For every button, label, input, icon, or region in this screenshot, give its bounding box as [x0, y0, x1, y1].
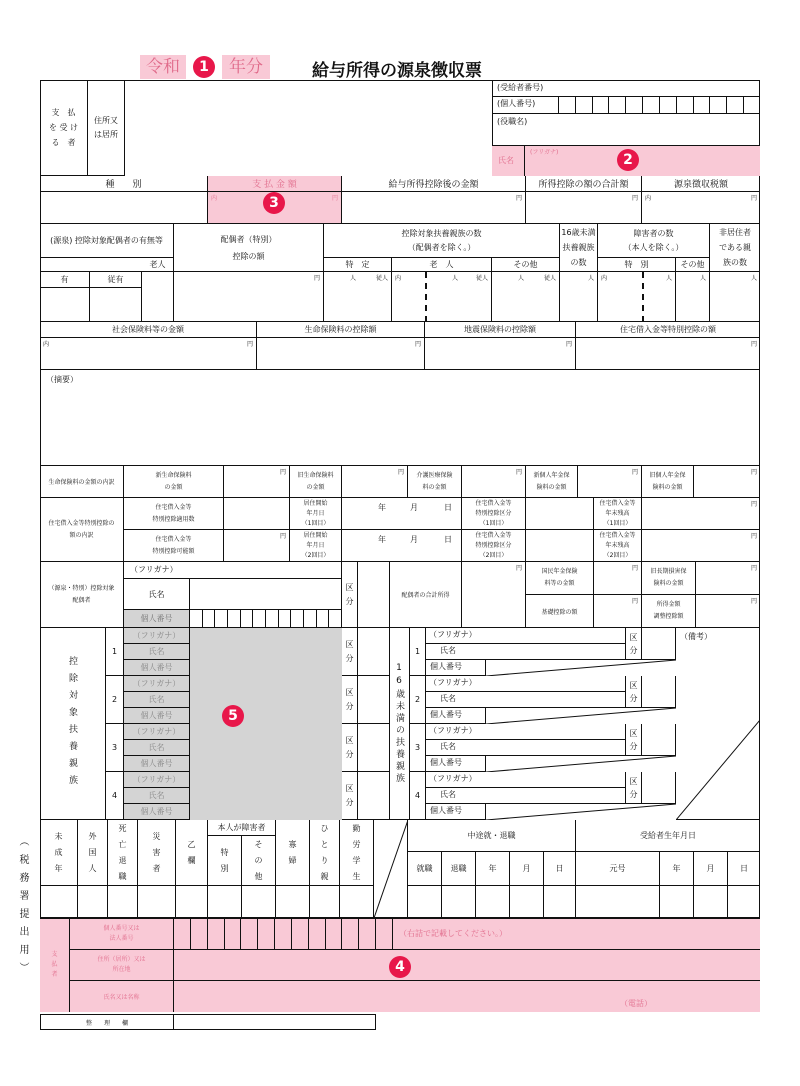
bottom-sub-leave-label: 退職 [442, 852, 476, 886]
bottom-otsu-value[interactable] [176, 886, 208, 918]
quake-value[interactable]: 円 [425, 338, 576, 370]
spouse-name-label: 氏名 [124, 578, 190, 610]
yes-value[interactable] [40, 288, 90, 322]
start1-value[interactable]: 年 月 日 [342, 498, 462, 530]
subordinate-value[interactable] [90, 288, 142, 322]
u16-kubun: 区 分 [626, 772, 642, 804]
dep-furigana-label: （フリガナ） [124, 772, 190, 788]
bottom-single-label: ひ と り 親 [310, 820, 340, 886]
side-label: （税務署提出用） [17, 836, 28, 980]
individual-no: (個人番号) [497, 99, 536, 108]
dep-kubun-value[interactable] [358, 628, 390, 676]
possible-label: 住宅借入金等 特別控除可能額 [124, 530, 224, 562]
class2-label: 住宅借入金等 特別控除区分 （2回目） [462, 530, 526, 562]
u16-furigana: （フリガナ） [426, 724, 626, 740]
seiri-value[interactable] [174, 1014, 376, 1030]
dep-kubun: 区 分 [342, 628, 358, 676]
bottom-sub-d-label: 日 [544, 852, 576, 886]
total-deduction-value[interactable]: 円 [526, 192, 642, 224]
disabled-other-header: その他 [676, 258, 710, 272]
u16-slash [486, 708, 676, 724]
u16-indno: 個人番号 [426, 756, 486, 772]
old-life-label: 旧生命保険料 の金額 [290, 466, 342, 498]
dep-kubun-value[interactable] [358, 676, 390, 724]
u16-num: 3 [410, 724, 426, 772]
u16-kubun-value[interactable] [642, 628, 676, 660]
payer-phone: （電話） [620, 999, 652, 1008]
bottom-sub-y-value[interactable] [476, 886, 510, 918]
yes-header [40, 258, 142, 272]
specific-header: 特 定 [324, 258, 392, 272]
badge-2: 2 [617, 149, 639, 171]
u16-slash [486, 660, 676, 676]
bottom-sp-value[interactable] [208, 886, 242, 918]
u16-slash [486, 756, 676, 772]
bottom-sp-label: 特 別 [208, 836, 242, 886]
under16-value[interactable]: 人 [560, 272, 598, 322]
disabled-other-value[interactable]: 人 [676, 272, 710, 322]
adj-label: 所得金額 調整控除額 [642, 595, 696, 628]
furigana: (フリガナ) [530, 149, 559, 156]
bottom-student-label: 勤 労 学 生 [340, 820, 374, 886]
u16-name: 氏名 [426, 692, 626, 708]
old-life-value[interactable]: 円 [342, 466, 408, 498]
u16-kubun-value[interactable] [642, 724, 676, 756]
dep-kubun: 区 分 [342, 724, 358, 772]
dep-ind_no-label: 個人番号 [124, 660, 190, 676]
dep-ind_no-label: 個人番号 [124, 756, 190, 772]
rule [492, 113, 760, 114]
bottom-otsu-label: 乙 欄 [176, 820, 208, 886]
payer-id-boxes[interactable] [174, 918, 392, 950]
remarks-label: （備考） [680, 632, 712, 641]
bottom-sub-m-value[interactable] [510, 886, 544, 918]
type-value[interactable] [40, 192, 208, 224]
u16-num: 4 [410, 772, 426, 820]
basic-label: 基礎控除の額 [526, 595, 594, 628]
u16-kubun: 区 分 [626, 724, 642, 756]
payer-id-label: 個人番号又は 法人番号 [70, 918, 174, 950]
dep-furigana-label: （フリガナ） [124, 628, 190, 644]
elder-header: 老 人 [392, 258, 492, 272]
bottom-sub-join-label: 就職 [408, 852, 442, 886]
under16-header: 16歳未満 扶養親族 の数 [560, 224, 598, 272]
spouse-kubun-value[interactable] [358, 562, 390, 628]
payer-id-note: （右詰で記載してください。） [392, 918, 760, 950]
spouse-label: （源泉・特別）控除対象 配偶者 [40, 562, 124, 628]
specific-value[interactable]: 人 従人 [324, 272, 392, 322]
bal2-value[interactable]: 円 [642, 530, 760, 562]
page-title: 給与所得の源泉徴収票 [312, 61, 482, 81]
individual-no-boxes [558, 96, 760, 113]
bal1-label: 住宅借入金等 年末残高 （1回目） [594, 498, 642, 530]
bottom-minor-value[interactable] [40, 886, 78, 918]
u16-num: 1 [410, 628, 426, 676]
bottom-death-value[interactable] [108, 886, 138, 918]
bottom-sub-m-label: 月 [694, 852, 728, 886]
total-deduction-header: 所得控除の額の合計額 [526, 176, 642, 192]
payee-label: 支 払 を 受 け る 者 [40, 80, 88, 176]
life-value[interactable]: 円 [257, 338, 425, 370]
social-value[interactable]: 内 円 [40, 338, 257, 370]
spouse-indno-label: 個人番号 [124, 610, 190, 628]
address-label: 住所又 は居所 [88, 80, 125, 176]
basic-value[interactable]: 円 [594, 595, 642, 628]
dep-kubun: 区 分 [342, 772, 358, 820]
recipient-no: (受給者番号) [497, 83, 544, 92]
dep-num: 3 [106, 724, 124, 772]
new-life-label: 新生命保険料 の金額 [124, 466, 224, 498]
nonres-header: 非居住者 である親 族の数 [710, 224, 760, 272]
spouse-indno-boxes[interactable] [190, 610, 342, 628]
bottom-widow-value[interactable] [276, 886, 310, 918]
dep-num: 2 [106, 676, 124, 724]
elderly-value[interactable] [142, 272, 174, 322]
spouse-name-value[interactable] [190, 578, 342, 610]
bottom-sub-d-value[interactable] [544, 886, 576, 918]
badge-3: 3 [263, 192, 285, 214]
old-long-label: 旧長期損害保 険料の金額 [642, 562, 696, 595]
old-long-value[interactable]: 円 [696, 562, 760, 595]
national-pension-value[interactable]: 円 [594, 562, 642, 595]
bottom-sub-y-value[interactable] [660, 886, 694, 918]
u16-furigana: （フリガナ） [426, 628, 626, 644]
summary-box[interactable] [40, 370, 760, 466]
dependents-header: 控除対象扶養親族の数 （配偶者を除く。） [324, 224, 560, 258]
tax-value[interactable]: 内 円 [642, 192, 760, 224]
bottom-oth-value[interactable] [242, 886, 276, 918]
start2-value[interactable]: 年 月 日 [342, 530, 462, 562]
bottom-oth-label: そ の 他 [242, 836, 276, 886]
new-pension-label: 新個人年金保 険料の金額 [526, 466, 578, 498]
special-header: 特 別 [598, 258, 676, 272]
after-deduction-value[interactable]: 円 [342, 192, 526, 224]
old-pension-label: 旧個人年金保 険料の金額 [642, 466, 694, 498]
dep-name-label: 氏名 [124, 644, 190, 660]
bottom-minor-label: 未 成 年 [40, 820, 78, 886]
bottom-sub-y-label: 年 [660, 852, 694, 886]
birth-label: 受給者生年月日 [576, 820, 760, 852]
life-detail-label: 生命保険料の金額の内訳 [40, 466, 124, 498]
dep-ind_no-label: 個人番号 [124, 708, 190, 724]
nonres-value[interactable]: 人 [710, 272, 760, 322]
bottom-student-value[interactable] [340, 886, 374, 918]
other-header: その他 [492, 258, 560, 272]
disabled-header: 障害者の数 （本人を除く。） [598, 224, 710, 258]
apply-count-value[interactable] [224, 498, 290, 530]
tax-header: 源泉徴収税額 [642, 176, 760, 192]
u16-indno: 個人番号 [426, 660, 486, 676]
class2-value[interactable] [526, 530, 594, 562]
year-label: 年分 [222, 55, 270, 79]
spouse-deduction-value[interactable]: 円 [174, 272, 324, 322]
badge-4: 4 [389, 956, 411, 978]
bottom-disaster-label: 災 害 者 [138, 820, 176, 886]
quake-header: 地震保険料の控除額 [425, 322, 576, 338]
dep-ind_no-label: 個人番号 [124, 804, 190, 820]
badge-1: 1 [193, 56, 215, 78]
new-life-value[interactable]: 円 [224, 466, 290, 498]
position: (役職名) [497, 117, 528, 126]
u16-kubun-value[interactable] [642, 676, 676, 708]
life-header: 生命保険料の控除額 [257, 322, 425, 338]
elder-value[interactable]: 内 人 従人 [392, 272, 492, 322]
bal1-value[interactable]: 円 [642, 498, 760, 530]
u16-furigana: （フリガナ） [426, 676, 626, 692]
care-value[interactable]: 円 [462, 466, 526, 498]
start1-label: 居住開始 年月日 （1回目） [290, 498, 342, 530]
bottom-sub-d-value[interactable] [728, 886, 760, 918]
payer-name-label: 氏名又は名称 [70, 981, 174, 1012]
remarks-slash [676, 720, 760, 820]
u16-kubun: 区 分 [626, 676, 642, 708]
apply-count-label: 住宅借入金等 特別控除適用数 [124, 498, 224, 530]
payer-label: 支 払 者 [40, 918, 70, 1012]
dependents-label: 控除対象扶養親族 [40, 628, 106, 820]
payer-address-label: 住所（居所）又は 所在地 [70, 950, 174, 981]
bottom-sub-leave-value[interactable] [442, 886, 476, 918]
bottom-single-value[interactable] [310, 886, 340, 918]
u16-name: 氏名 [426, 788, 626, 804]
u16-name: 氏名 [426, 740, 626, 756]
self-disabled-label: 本人が障害者 [208, 820, 276, 836]
u16-kubun-value[interactable] [642, 772, 676, 804]
dep-name-label: 氏名 [124, 740, 190, 756]
midway-label: 中途就・退職 [408, 820, 576, 852]
dep-name-label: 氏名 [124, 788, 190, 804]
bottom-widow-label: 寡 婦 [276, 820, 310, 886]
special-value[interactable]: 内 人 [598, 272, 676, 322]
class1-value[interactable] [526, 498, 594, 530]
bottom-foreign-value[interactable] [78, 886, 108, 918]
bottom-foreign-label: 外 国 人 [78, 820, 108, 886]
summary-label: （摘要） [46, 375, 78, 384]
name-label: 氏名 [498, 156, 514, 165]
dep-kubun: 区 分 [342, 676, 358, 724]
spouse-furigana: （フリガナ） [124, 562, 342, 578]
u16-num: 2 [410, 676, 426, 724]
housing-value[interactable]: 円 [576, 338, 760, 370]
care-label: 介護医療保険 料の金額 [408, 466, 462, 498]
bottom-sub-era-value[interactable] [576, 886, 660, 918]
dep-kubun-value[interactable] [358, 772, 390, 820]
badge-5: 5 [222, 705, 244, 727]
bottom-disaster-value[interactable] [138, 886, 176, 918]
u16-slash [486, 804, 676, 820]
dep-num: 1 [106, 628, 124, 676]
type-header: 種 別 [40, 176, 208, 192]
dep-num: 4 [106, 772, 124, 820]
payment-value[interactable]: 内 円 [208, 192, 342, 224]
other-value[interactable]: 人 従人 [492, 272, 560, 322]
u16-label: 16歳未満の扶養親族 [390, 628, 410, 820]
bottom-sub-m-label: 月 [510, 852, 544, 886]
bottom-sub-d-label: 日 [728, 852, 760, 886]
dep-kubun-value[interactable] [358, 724, 390, 772]
class1-label: 住宅借入金等 特別控除区分 （1回目） [462, 498, 526, 530]
spouse-deduction-header: 配偶者（特別） 控除の額 [174, 224, 324, 272]
era-label: 令和 [140, 55, 186, 79]
u16-kubun: 区 分 [626, 628, 642, 660]
social-header: 社会保険料等の金額 [40, 322, 257, 338]
new-pension-value[interactable]: 円 [578, 466, 642, 498]
bottom-sub-y-label: 年 [476, 852, 510, 886]
payer-address-value[interactable] [174, 950, 760, 981]
bottom-slash [374, 820, 408, 918]
spouse-income-value[interactable]: 円 [462, 562, 526, 628]
spouse-exist-header: (源泉) 控除対象配偶者の有無等 [40, 224, 174, 258]
bottom-sub-m-value[interactable] [694, 886, 728, 918]
spouse-income-label: 配偶者の合計所得 [390, 562, 462, 628]
housing-detail-label: 住宅借入金等特別控除の 額の内訳 [40, 498, 124, 562]
dep-furigana-label: （フリガナ） [124, 724, 190, 740]
bottom-sub-join-value[interactable] [408, 886, 442, 918]
dependents-gray [190, 628, 342, 820]
bottom-sub-era-label: 元号 [576, 852, 660, 886]
national-pension-label: 国民年金保険 料等の金額 [526, 562, 594, 595]
old-pension-value[interactable]: 円 [694, 466, 760, 498]
bal2-label: 住宅借入金等 年末残高 （2回目） [594, 530, 642, 562]
yes-label: 有 [40, 272, 90, 288]
rule [492, 145, 525, 176]
adj-value[interactable]: 円 [696, 595, 760, 628]
start2-label: 居住開始 年月日 （2回目） [290, 530, 342, 562]
housing-header: 住宅借入金等特別控除の額 [576, 322, 760, 338]
dep-name-label: 氏名 [124, 692, 190, 708]
dep-furigana-label: （フリガナ） [124, 676, 190, 692]
elderly-header: 老人 [142, 258, 174, 272]
after-deduction-header: 給与所得控除後の金額 [342, 176, 526, 192]
u16-indno: 個人番号 [426, 708, 486, 724]
seiri-label: 整 理 欄 [40, 1014, 174, 1030]
u16-name: 氏名 [426, 644, 626, 660]
u16-indno: 個人番号 [426, 804, 486, 820]
spouse-kubun: 区 分 [342, 562, 358, 628]
subordinate-label: 従有 [90, 272, 142, 288]
payer-name-value[interactable] [174, 981, 760, 1012]
u16-furigana: （フリガナ） [426, 772, 626, 788]
payment-header: 支 払 金 額 [208, 176, 342, 192]
possible-value[interactable]: 円 [224, 530, 290, 562]
bottom-death-label: 死 亡 退 職 [108, 820, 138, 886]
